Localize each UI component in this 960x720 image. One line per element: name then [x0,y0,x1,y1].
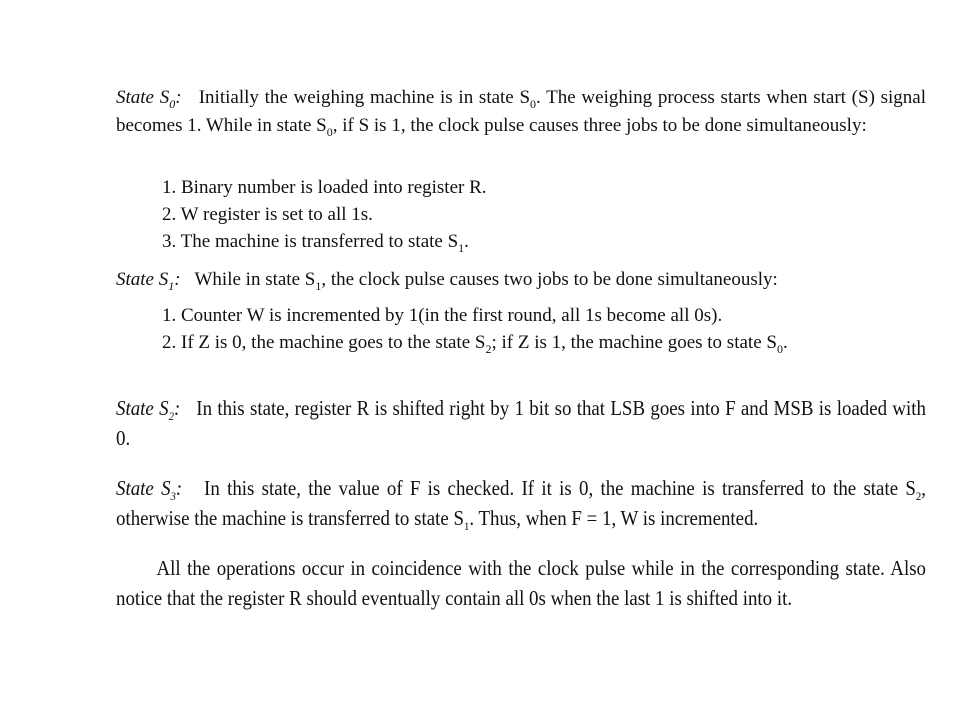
state-s0-job-list [162,174,922,255]
state-s3-label: State $S_3$: [116,476,183,503]
state-s2-paragraph [116,393,926,453]
list-item: 2. If Z is 0, the machine goes to the state $S_2$; if Z is 1, the machine goes to state $S_0$. [162,332,788,356]
state-s2-label: State $S_2$: [116,396,181,423]
closing-paragraph [116,553,926,613]
state-s1-label: State $S_1$: [116,269,181,293]
state-s1-job-list [162,302,922,356]
state-s0-label: State $S_0$: [116,87,182,111]
state-s0-paragraph [116,84,926,140]
state-s0-text: Initially the weighing machine is in state $S_0$. The weighing process starts when start (S) signal becomes 1. While in state $S_0$, if S is 1, the clock pulse causes three jobs to be done simultaneously: [116,87,927,139]
state-s1-paragraph [116,266,926,294]
state-s2-text: In this state, register R is shifted right by 1 bit so that LSB goes into F and MSB is loaded with 0. [116,396,927,450]
list-item: 1. Counter W is incremented by 1(in the first round, all 1s become all 0s). [162,305,723,326]
state-s3-paragraph [116,473,926,533]
list-item: 2. W register is set to all 1s. [162,204,373,225]
list-item: 1. Binary number is loaded into register R. [162,177,487,198]
state-s3-text: In this state, the value of F is checked. If it is 0, the machine is transferred to the state $S_2$, otherwise the machine is transferred to state $S_1$. Thus, when F = 1, W is incremented. [116,476,926,533]
list-item: 3. The machine is transferred to state $S_1$. [162,231,469,255]
closing-text: All the operations occur in coincidence with the clock pulse while in the corresponding state. Also notice that the register R should eventually contain all 0s when the last 1 is shifted into it. [116,556,926,610]
state-s1-text: While in state $S_1$, the clock pulse causes two jobs to be done simultaneously: [194,269,778,293]
